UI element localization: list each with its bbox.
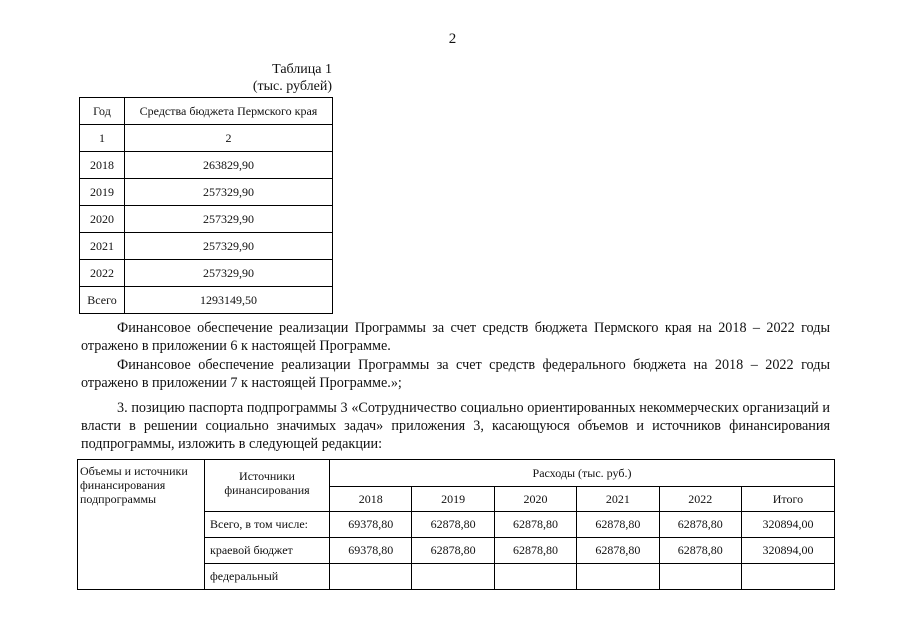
amount-cell [412, 564, 494, 590]
paragraph-federal-budget [81, 356, 830, 392]
source-cell: Всего, в том числе: [205, 512, 330, 538]
amount-cell: 69378,80 [330, 538, 412, 564]
value-cell: 257329,90 [125, 179, 333, 206]
amount-cell: 62878,80 [494, 538, 576, 564]
amount-cell: 62878,80 [577, 512, 659, 538]
table1-caption [230, 61, 332, 95]
table-header-row [80, 98, 333, 125]
amount-cell: 62878,80 [659, 512, 741, 538]
amount-cell: 62878,80 [412, 512, 494, 538]
year-header: 2022 [659, 487, 741, 512]
column-number: 1 [80, 125, 125, 152]
amount-cell: 62878,80 [412, 538, 494, 564]
year-header: 2019 [412, 487, 494, 512]
table-numbering-row [80, 125, 333, 152]
amount-cell [577, 564, 659, 590]
source-cell: федеральный [205, 564, 330, 590]
year-cell: 2021 [80, 233, 125, 260]
year-cell: 2018 [80, 152, 125, 179]
value-cell: 257329,90 [125, 233, 333, 260]
total-amount-cell: 320894,00 [741, 512, 834, 538]
page-number: 2 [448, 31, 457, 47]
table-row [80, 206, 333, 233]
table-header-row [78, 460, 835, 487]
amount-cell: 62878,80 [577, 538, 659, 564]
value-cell: 257329,90 [125, 206, 333, 233]
amount-cell: 69378,80 [330, 512, 412, 538]
table1-caption-units: (тыс. рублей) [252, 79, 332, 94]
value-cell: 263829,90 [125, 152, 333, 179]
year-header: 2020 [494, 487, 576, 512]
total-amount-cell [741, 564, 834, 590]
sources-header: Источники финансирования [205, 460, 330, 512]
total-value-cell: 1293149,50 [125, 287, 333, 314]
table1-caption-title: Таблица 1 [272, 62, 332, 77]
year-cell: 2019 [80, 179, 125, 206]
year-cell: 2020 [80, 206, 125, 233]
value-cell: 257329,90 [125, 260, 333, 287]
table-row [80, 260, 333, 287]
paragraph-text: 3. позицию паспорта подпрограммы 3 «Сотрудничество социально ориентированных некоммерческих организаций и власти в решении социально значимых задач» приложения 3, касающуюся объемов и источников финансирования подпрограммы, изложить в следующей редакции: [81, 400, 830, 452]
subprogram-financing-table [77, 459, 835, 590]
amount-cell: 62878,80 [659, 538, 741, 564]
paragraph-regional-budget [81, 319, 830, 355]
table-row [80, 152, 333, 179]
amount-cell [330, 564, 412, 590]
paragraph-text: Финансовое обеспечение реализации Программы за счет средств бюджета Пермского края на 2018 – 2022 годы отражено в приложении 6 к настоящей Программе. [81, 320, 830, 354]
year-cell: 2022 [80, 260, 125, 287]
year-header: 2018 [330, 487, 412, 512]
column-header-funds: Средства бюджета Пермского края [125, 98, 333, 125]
total-amount-cell: 320894,00 [741, 538, 834, 564]
amount-cell [494, 564, 576, 590]
amount-cell [659, 564, 741, 590]
expenses-header: Расходы (тыс. руб.) [330, 460, 835, 487]
amount-cell: 62878,80 [494, 512, 576, 538]
column-number: 2 [125, 125, 333, 152]
year-header: 2021 [577, 487, 659, 512]
budget-by-year-table [79, 97, 333, 314]
paragraph-text: Финансовое обеспечение реализации Программы за счет средств федерального бюджета на 2018 – 2022 годы отражено в приложении 7 к настоящей Программе.»; [81, 357, 830, 391]
total-header: Итого [741, 487, 834, 512]
table-row [80, 179, 333, 206]
source-cell: краевой бюджет [205, 538, 330, 564]
total-label-cell: Всего [80, 287, 125, 314]
financing-label-cell: Объемы и источники финансирования подпрограммы [78, 460, 205, 590]
paragraph-amendment-item-3 [81, 399, 830, 453]
table-row [80, 233, 333, 260]
table-total-row [80, 287, 333, 314]
column-header-year: Год [80, 98, 125, 125]
